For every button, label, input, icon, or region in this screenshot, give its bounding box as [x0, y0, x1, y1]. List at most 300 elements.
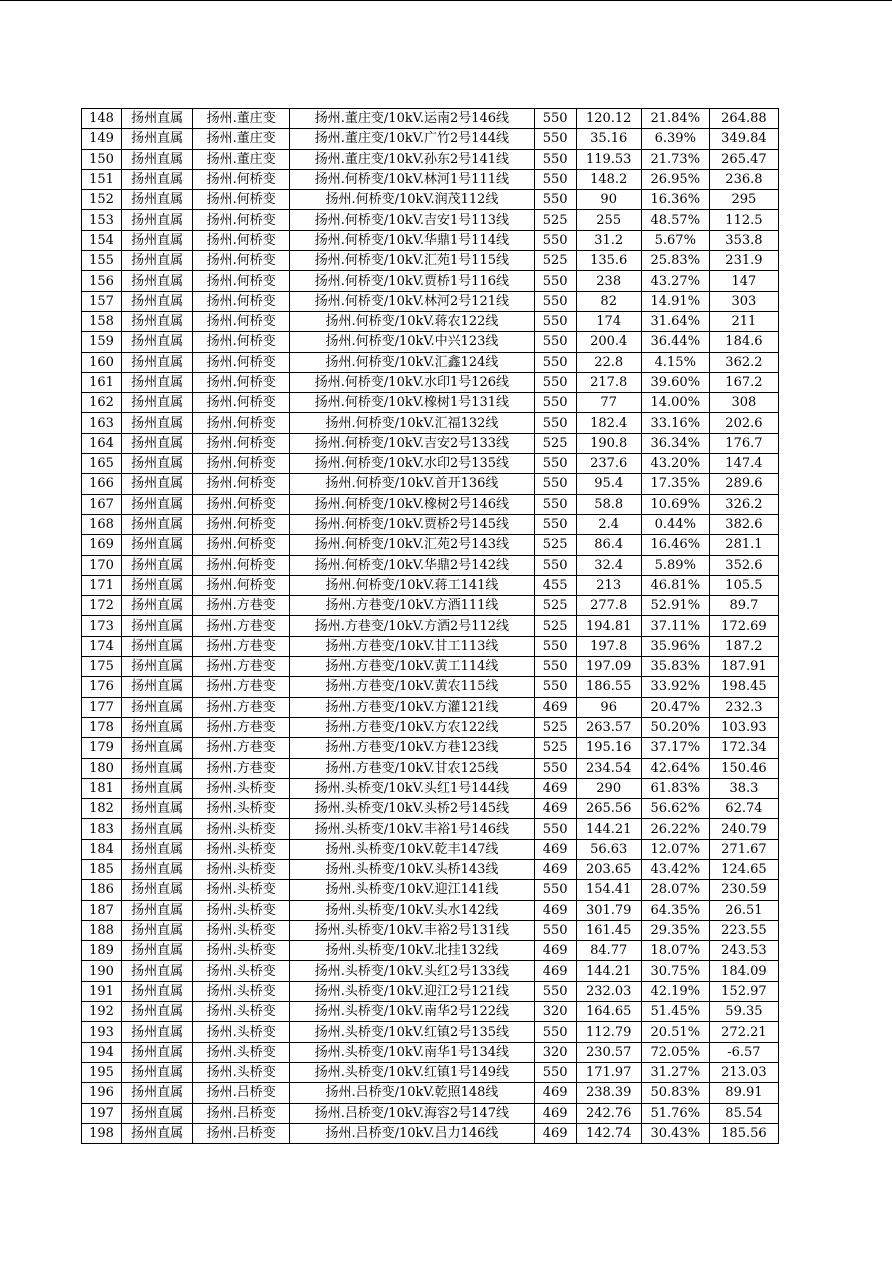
table-row	[82, 271, 779, 291]
load-rate-cell: 43.20%	[641, 454, 709, 474]
table-row	[82, 920, 779, 940]
margin-cell: 112.5	[709, 210, 778, 230]
substation-cell: 扬州.头桥变	[193, 819, 290, 839]
load-cell: 182.4	[576, 413, 641, 433]
row-number-cell: 151	[82, 169, 122, 189]
capacity-cell: 525	[534, 535, 576, 555]
company-cell: 扬州直属	[122, 900, 193, 920]
load-cell: 238	[576, 271, 641, 291]
row-number-cell: 196	[82, 1083, 122, 1103]
capacity-cell: 550	[534, 636, 576, 656]
line-name-cell: 扬州.何桥变/10kV.水印1号126线	[290, 372, 534, 392]
capacity-cell: 550	[534, 332, 576, 352]
load-cell: 195.16	[576, 738, 641, 758]
substation-cell: 扬州.方巷变	[193, 596, 290, 616]
load-rate-cell: 64.35%	[641, 900, 709, 920]
substation-cell: 扬州.头桥变	[193, 859, 290, 879]
capacity-cell: 550	[534, 393, 576, 413]
table-row	[82, 210, 779, 230]
load-rate-cell: 5.89%	[641, 555, 709, 575]
company-cell: 扬州直属	[122, 961, 193, 981]
company-cell: 扬州直属	[122, 210, 193, 230]
capacity-cell: 550	[534, 555, 576, 575]
capacity-cell: 469	[534, 900, 576, 920]
table-row	[82, 190, 779, 210]
company-cell: 扬州直属	[122, 454, 193, 474]
company-cell: 扬州直属	[122, 413, 193, 433]
load-cell: 90	[576, 190, 641, 210]
row-number-cell: 161	[82, 372, 122, 392]
company-cell: 扬州直属	[122, 596, 193, 616]
company-cell: 扬州直属	[122, 109, 193, 129]
capacity-cell: 469	[534, 1103, 576, 1123]
line-name-cell: 扬州.方巷变/10kV.黄工114线	[290, 657, 534, 677]
row-number-cell: 175	[82, 657, 122, 677]
line-name-cell: 扬州.头桥变/10kV.丰裕2号131线	[290, 920, 534, 940]
table-row	[82, 839, 779, 859]
substation-cell: 扬州.头桥变	[193, 880, 290, 900]
line-name-cell: 扬州.何桥变/10kV.贾桥2号145线	[290, 514, 534, 534]
company-cell: 扬州直属	[122, 1083, 193, 1103]
line-name-cell: 扬州.头桥变/10kV.丰裕1号146线	[290, 819, 534, 839]
line-name-cell: 扬州.吕桥变/10kV.吕力146线	[290, 1123, 534, 1143]
load-cell: 161.45	[576, 920, 641, 940]
load-cell: 135.6	[576, 251, 641, 271]
load-rate-cell: 12.07%	[641, 839, 709, 859]
row-number-cell: 190	[82, 961, 122, 981]
line-name-cell: 扬州.何桥变/10kV.首开136线	[290, 474, 534, 494]
capacity-cell: 455	[534, 575, 576, 595]
line-name-cell: 扬州.吕桥变/10kV.海容2号147线	[290, 1103, 534, 1123]
substation-cell: 扬州.方巷变	[193, 636, 290, 656]
substation-cell: 扬州.何桥变	[193, 393, 290, 413]
load-rate-cell: 43.27%	[641, 271, 709, 291]
row-number-cell: 179	[82, 738, 122, 758]
capacity-cell: 469	[534, 839, 576, 859]
line-name-cell: 扬州.头桥变/10kV.头红2号133线	[290, 961, 534, 981]
row-number-cell: 155	[82, 251, 122, 271]
row-number-cell: 191	[82, 981, 122, 1001]
company-cell: 扬州直属	[122, 372, 193, 392]
company-cell: 扬州直属	[122, 311, 193, 331]
load-cell: 200.4	[576, 332, 641, 352]
load-rate-cell: 14.91%	[641, 291, 709, 311]
margin-cell: 172.69	[709, 616, 778, 636]
company-cell: 扬州直属	[122, 271, 193, 291]
substation-cell: 扬州.头桥变	[193, 799, 290, 819]
line-name-cell: 扬州.何桥变/10kV.汇苑1号115线	[290, 251, 534, 271]
load-cell: 164.65	[576, 1002, 641, 1022]
row-number-cell: 184	[82, 839, 122, 859]
load-cell: 186.55	[576, 677, 641, 697]
company-cell: 扬州直属	[122, 129, 193, 149]
row-number-cell: 159	[82, 332, 122, 352]
margin-cell: 184.6	[709, 332, 778, 352]
row-number-cell: 192	[82, 1002, 122, 1022]
table-row	[82, 880, 779, 900]
row-number-cell: 189	[82, 941, 122, 961]
margin-cell: 185.56	[709, 1123, 778, 1143]
substation-cell: 扬州.方巷变	[193, 758, 290, 778]
row-number-cell: 185	[82, 859, 122, 879]
table-row	[82, 717, 779, 737]
table-row	[82, 758, 779, 778]
load-rate-cell: 46.81%	[641, 575, 709, 595]
load-rate-cell: 26.22%	[641, 819, 709, 839]
line-name-cell: 扬州.董庄变/10kV.广竹2号144线	[290, 129, 534, 149]
load-cell: 154.41	[576, 880, 641, 900]
substation-cell: 扬州.董庄变	[193, 109, 290, 129]
table-row	[82, 799, 779, 819]
load-rate-cell: 4.15%	[641, 352, 709, 372]
substation-cell: 扬州.方巷变	[193, 616, 290, 636]
substation-cell: 扬州.何桥变	[193, 311, 290, 331]
capacity-cell: 550	[534, 494, 576, 514]
capacity-cell: 550	[534, 109, 576, 129]
margin-cell: -6.57	[709, 1042, 778, 1062]
substation-cell: 扬州.何桥变	[193, 555, 290, 575]
line-name-cell: 扬州.何桥变/10kV.润茂112线	[290, 190, 534, 210]
table-row	[82, 636, 779, 656]
table-row	[82, 109, 779, 129]
capacity-cell: 550	[534, 981, 576, 1001]
line-name-cell: 扬州.头桥变/10kV.南华1号134线	[290, 1042, 534, 1062]
capacity-cell: 550	[534, 413, 576, 433]
capacity-cell: 550	[534, 677, 576, 697]
company-cell: 扬州直属	[122, 1062, 193, 1082]
capacity-cell: 550	[534, 474, 576, 494]
load-cell: 203.65	[576, 859, 641, 879]
load-rate-cell: 42.19%	[641, 981, 709, 1001]
substation-cell: 扬州.何桥变	[193, 474, 290, 494]
company-cell: 扬州直属	[122, 839, 193, 859]
line-name-cell: 扬州.董庄变/10kV.孙东2号141线	[290, 149, 534, 169]
load-cell: 197.09	[576, 657, 641, 677]
row-number-cell: 193	[82, 1022, 122, 1042]
substation-cell: 扬州.头桥变	[193, 920, 290, 940]
row-number-cell: 181	[82, 778, 122, 798]
load-cell: 213	[576, 575, 641, 595]
company-cell: 扬州直属	[122, 636, 193, 656]
company-cell: 扬州直属	[122, 657, 193, 677]
margin-cell: 289.6	[709, 474, 778, 494]
substation-cell: 扬州.何桥变	[193, 169, 290, 189]
load-cell: 238.39	[576, 1083, 641, 1103]
row-number-cell: 148	[82, 109, 122, 129]
margin-cell: 362.2	[709, 352, 778, 372]
substation-cell: 扬州.何桥变	[193, 372, 290, 392]
substation-cell: 扬州.头桥变	[193, 1042, 290, 1062]
substation-cell: 扬州.头桥变	[193, 1002, 290, 1022]
margin-cell: 232.3	[709, 697, 778, 717]
margin-cell: 303	[709, 291, 778, 311]
line-name-cell: 扬州.方巷变/10kV.方酒111线	[290, 596, 534, 616]
row-number-cell: 165	[82, 454, 122, 474]
capacity-cell: 469	[534, 799, 576, 819]
load-rate-cell: 72.05%	[641, 1042, 709, 1062]
row-number-cell: 178	[82, 717, 122, 737]
table-row	[82, 474, 779, 494]
load-cell: 237.6	[576, 454, 641, 474]
company-cell: 扬州直属	[122, 555, 193, 575]
row-number-cell: 166	[82, 474, 122, 494]
substation-cell: 扬州.何桥变	[193, 230, 290, 250]
load-cell: 171.97	[576, 1062, 641, 1082]
table-row	[82, 1042, 779, 1062]
load-cell: 22.8	[576, 352, 641, 372]
load-cell: 190.8	[576, 433, 641, 453]
margin-cell: 59.35	[709, 1002, 778, 1022]
row-number-cell: 180	[82, 758, 122, 778]
load-cell: 2.4	[576, 514, 641, 534]
table-row	[82, 129, 779, 149]
load-cell: 301.79	[576, 900, 641, 920]
capacity-cell: 469	[534, 859, 576, 879]
row-number-cell: 157	[82, 291, 122, 311]
company-cell: 扬州直属	[122, 514, 193, 534]
margin-cell: 105.5	[709, 575, 778, 595]
capacity-cell: 550	[534, 169, 576, 189]
substation-cell: 扬州.何桥变	[193, 575, 290, 595]
company-cell: 扬州直属	[122, 1002, 193, 1022]
row-number-cell: 188	[82, 920, 122, 940]
table-row	[82, 1083, 779, 1103]
load-rate-cell: 31.27%	[641, 1062, 709, 1082]
load-rate-cell: 30.43%	[641, 1123, 709, 1143]
margin-cell: 187.91	[709, 657, 778, 677]
load-rate-cell: 36.34%	[641, 433, 709, 453]
line-name-cell: 扬州.头桥变/10kV.头水142线	[290, 900, 534, 920]
load-cell: 82	[576, 291, 641, 311]
capacity-cell: 525	[534, 738, 576, 758]
capacity-cell: 550	[534, 311, 576, 331]
load-cell: 77	[576, 393, 641, 413]
load-rate-cell: 16.46%	[641, 535, 709, 555]
margin-cell: 236.8	[709, 169, 778, 189]
load-rate-cell: 42.64%	[641, 758, 709, 778]
substation-cell: 扬州.何桥变	[193, 433, 290, 453]
load-cell: 217.8	[576, 372, 641, 392]
margin-cell: 352.6	[709, 555, 778, 575]
capacity-cell: 550	[534, 291, 576, 311]
load-rate-cell: 29.35%	[641, 920, 709, 940]
margin-cell: 147	[709, 271, 778, 291]
line-name-cell: 扬州.头桥变/10kV.乾丰147线	[290, 839, 534, 859]
company-cell: 扬州直属	[122, 819, 193, 839]
substation-cell: 扬州.何桥变	[193, 454, 290, 474]
company-cell: 扬州直属	[122, 758, 193, 778]
load-rate-cell: 50.20%	[641, 717, 709, 737]
company-cell: 扬州直属	[122, 738, 193, 758]
row-number-cell: 152	[82, 190, 122, 210]
capacity-cell: 550	[534, 149, 576, 169]
line-name-cell: 扬州.方巷变/10kV.方灌121线	[290, 697, 534, 717]
capacity-cell: 550	[534, 129, 576, 149]
row-number-cell: 195	[82, 1062, 122, 1082]
capacity-cell: 525	[534, 251, 576, 271]
table-row	[82, 1062, 779, 1082]
margin-cell: 271.67	[709, 839, 778, 859]
load-rate-cell: 18.07%	[641, 941, 709, 961]
company-cell: 扬州直属	[122, 697, 193, 717]
margin-cell: 184.09	[709, 961, 778, 981]
line-name-cell: 扬州.方巷变/10kV.方巷123线	[290, 738, 534, 758]
line-name-cell: 扬州.何桥变/10kV.林河1号111线	[290, 169, 534, 189]
load-rate-cell: 30.75%	[641, 961, 709, 981]
load-rate-cell: 37.17%	[641, 738, 709, 758]
capacity-cell: 469	[534, 1123, 576, 1143]
margin-cell: 26.51	[709, 900, 778, 920]
table-row	[82, 433, 779, 453]
substation-cell: 扬州.何桥变	[193, 413, 290, 433]
substation-cell: 扬州.何桥变	[193, 291, 290, 311]
margin-cell: 89.7	[709, 596, 778, 616]
row-number-cell: 194	[82, 1042, 122, 1062]
table-row	[82, 291, 779, 311]
table-row	[82, 311, 779, 331]
margin-cell: 167.2	[709, 372, 778, 392]
company-cell: 扬州直属	[122, 474, 193, 494]
table-row	[82, 494, 779, 514]
line-name-cell: 扬州.头桥变/10kV.红镇1号149线	[290, 1062, 534, 1082]
company-cell: 扬州直属	[122, 433, 193, 453]
capacity-cell: 525	[534, 596, 576, 616]
table-row	[82, 149, 779, 169]
row-number-cell: 163	[82, 413, 122, 433]
substation-cell: 扬州.头桥变	[193, 961, 290, 981]
row-number-cell: 172	[82, 596, 122, 616]
load-rate-cell: 37.11%	[641, 616, 709, 636]
row-number-cell: 167	[82, 494, 122, 514]
line-name-cell: 扬州.何桥变/10kV.蒋农122线	[290, 311, 534, 331]
substation-cell: 扬州.何桥变	[193, 514, 290, 534]
table-row	[82, 454, 779, 474]
table-row	[82, 738, 779, 758]
line-name-cell: 扬州.何桥变/10kV.中兴123线	[290, 332, 534, 352]
capacity-cell: 469	[534, 697, 576, 717]
margin-cell: 152.97	[709, 981, 778, 1001]
margin-cell: 211	[709, 311, 778, 331]
load-cell: 32.4	[576, 555, 641, 575]
table-row	[82, 230, 779, 250]
line-name-cell: 扬州.何桥变/10kV.华鼎1号114线	[290, 230, 534, 250]
margin-cell: 308	[709, 393, 778, 413]
company-cell: 扬州直属	[122, 941, 193, 961]
row-number-cell: 153	[82, 210, 122, 230]
capacity-cell: 550	[534, 454, 576, 474]
load-cell: 84.77	[576, 941, 641, 961]
capacity-cell: 469	[534, 778, 576, 798]
capacity-cell: 550	[534, 758, 576, 778]
load-cell: 197.8	[576, 636, 641, 656]
load-cell: 148.2	[576, 169, 641, 189]
table-row	[82, 961, 779, 981]
line-name-cell: 扬州.方巷变/10kV.方农122线	[290, 717, 534, 737]
row-number-cell: 168	[82, 514, 122, 534]
table-row	[82, 941, 779, 961]
substation-cell: 扬州.何桥变	[193, 210, 290, 230]
load-rate-cell: 51.45%	[641, 1002, 709, 1022]
margin-cell: 223.55	[709, 920, 778, 940]
load-rate-cell: 10.69%	[641, 494, 709, 514]
substation-cell: 扬州.方巷变	[193, 657, 290, 677]
margin-cell: 85.54	[709, 1103, 778, 1123]
line-name-cell: 扬州.吕桥变/10kV.乾照148线	[290, 1083, 534, 1103]
row-number-cell: 158	[82, 311, 122, 331]
load-rate-cell: 43.42%	[641, 859, 709, 879]
row-number-cell: 149	[82, 129, 122, 149]
load-cell: 174	[576, 311, 641, 331]
substation-cell: 扬州.何桥变	[193, 251, 290, 271]
capacity-cell: 525	[534, 717, 576, 737]
table-row	[82, 819, 779, 839]
substation-cell: 扬州.董庄变	[193, 149, 290, 169]
load-rate-cell: 51.76%	[641, 1103, 709, 1123]
company-cell: 扬州直属	[122, 535, 193, 555]
line-name-cell: 扬州.方巷变/10kV.甘工113线	[290, 636, 534, 656]
table-row	[82, 900, 779, 920]
load-cell: 112.79	[576, 1022, 641, 1042]
margin-cell: 349.84	[709, 129, 778, 149]
row-number-cell: 187	[82, 900, 122, 920]
line-name-cell: 扬州.头桥变/10kV.迎江2号121线	[290, 981, 534, 1001]
line-name-cell: 扬州.何桥变/10kV.蒋工141线	[290, 575, 534, 595]
capacity-cell: 550	[534, 190, 576, 210]
substation-cell: 扬州.头桥变	[193, 839, 290, 859]
load-rate-cell: 56.62%	[641, 799, 709, 819]
line-name-cell: 扬州.何桥变/10kV.汇福132线	[290, 413, 534, 433]
line-name-cell: 扬州.何桥变/10kV.水印2号135线	[290, 454, 534, 474]
margin-cell: 147.4	[709, 454, 778, 474]
margin-cell: 202.6	[709, 413, 778, 433]
margin-cell: 172.34	[709, 738, 778, 758]
load-rate-cell: 26.95%	[641, 169, 709, 189]
load-cell: 95.4	[576, 474, 641, 494]
load-cell: 58.8	[576, 494, 641, 514]
table-row	[82, 981, 779, 1001]
margin-cell: 382.6	[709, 514, 778, 534]
line-name-cell: 扬州.头桥变/10kV.红镇2号135线	[290, 1022, 534, 1042]
capacity-cell: 320	[534, 1042, 576, 1062]
margin-cell: 240.79	[709, 819, 778, 839]
load-rate-cell: 48.57%	[641, 210, 709, 230]
margin-cell: 124.65	[709, 859, 778, 879]
capacity-cell: 469	[534, 961, 576, 981]
substation-cell: 扬州.方巷变	[193, 677, 290, 697]
margin-cell: 62.74	[709, 799, 778, 819]
table-row	[82, 1002, 779, 1022]
margin-cell: 89.91	[709, 1083, 778, 1103]
load-rate-cell: 16.36%	[641, 190, 709, 210]
capacity-cell: 525	[534, 210, 576, 230]
line-name-cell: 扬州.何桥变/10kV.汇鑫124线	[290, 352, 534, 372]
load-cell: 31.2	[576, 230, 641, 250]
table-row	[82, 697, 779, 717]
load-cell: 230.57	[576, 1042, 641, 1062]
table-row	[82, 1123, 779, 1143]
table-row	[82, 413, 779, 433]
margin-cell: 295	[709, 190, 778, 210]
load-cell: 96	[576, 697, 641, 717]
load-rate-cell: 33.92%	[641, 677, 709, 697]
load-rate-cell: 52.91%	[641, 596, 709, 616]
company-cell: 扬州直属	[122, 190, 193, 210]
capacity-cell: 550	[534, 1062, 576, 1082]
line-name-cell: 扬州.董庄变/10kV.运南2号146线	[290, 109, 534, 129]
load-rate-cell: 36.44%	[641, 332, 709, 352]
load-cell: 120.12	[576, 109, 641, 129]
load-cell: 142.74	[576, 1123, 641, 1143]
